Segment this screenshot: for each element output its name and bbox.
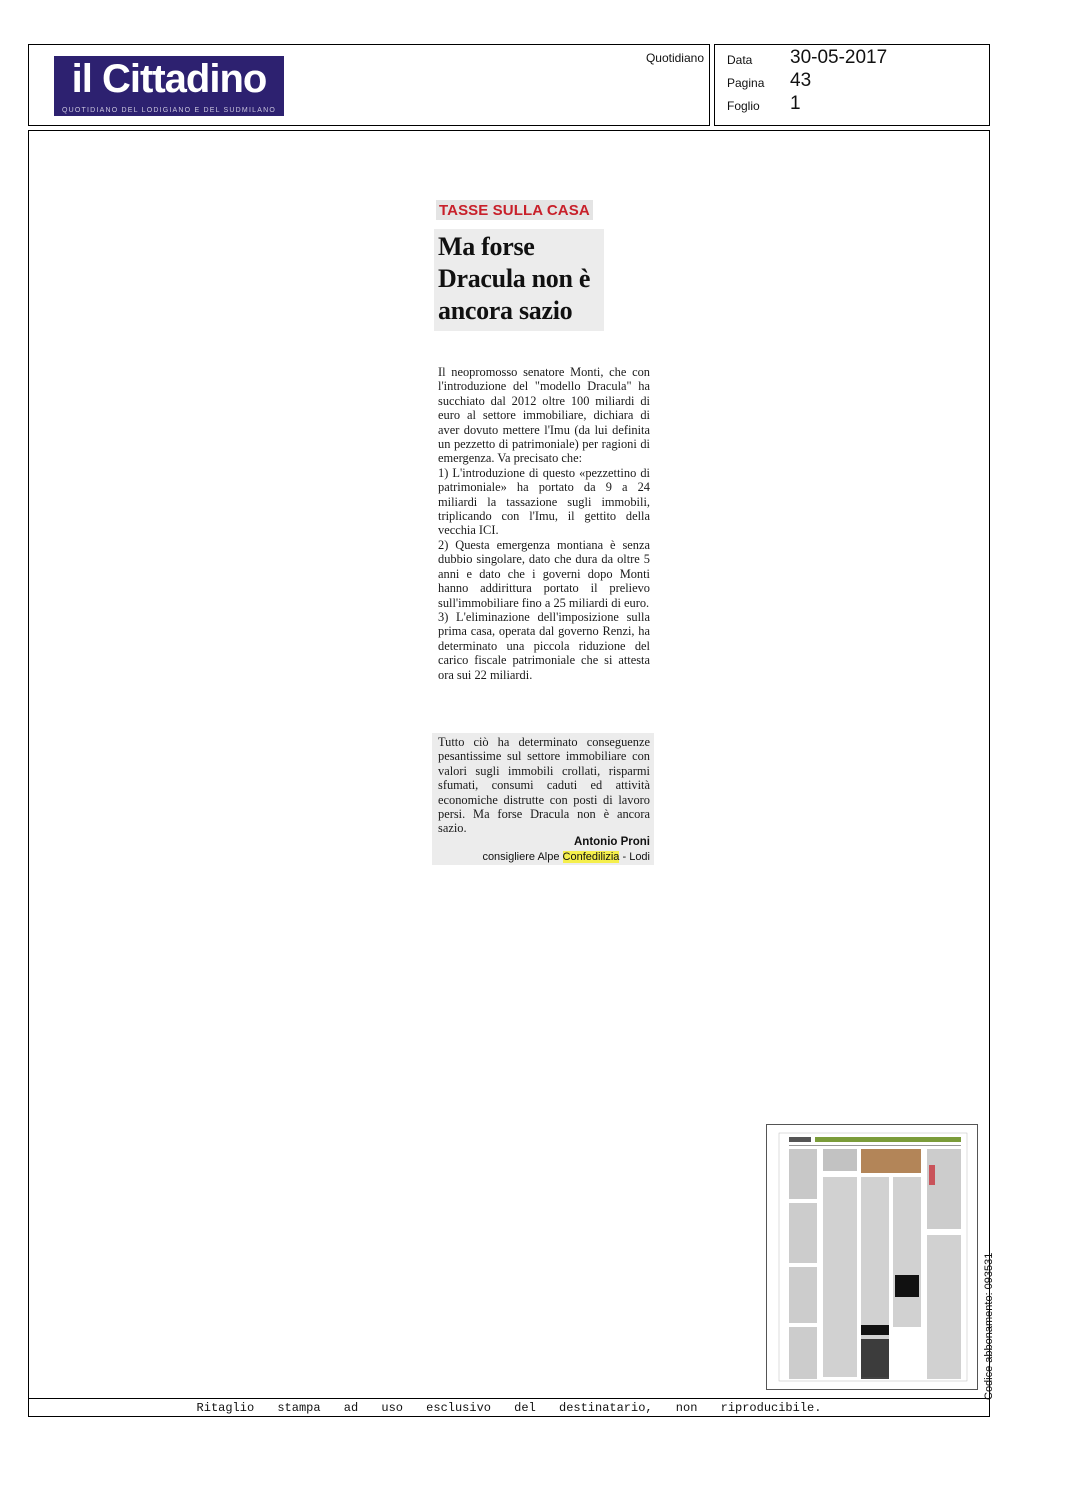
- page-thumbnail: [766, 1124, 978, 1390]
- page-thumbnail-image: [767, 1125, 977, 1389]
- sheet-label: Foglio: [727, 99, 760, 113]
- date-value: 30-05-2017: [790, 47, 888, 68]
- publication-type: Quotidiano: [645, 51, 704, 65]
- newspaper-logo: [54, 56, 284, 116]
- article-author: Antonio Proni: [573, 836, 650, 848]
- logo-name: il Cittadino: [71, 57, 267, 101]
- article-body: [438, 365, 650, 682]
- article-paragraph: Il neopromosso senatore Monti, che con l'introduzione del "modello Dracula" ha succhiato dal 2012 oltre 100 miliardi di euro al settore immobiliare, dichiara di aver dovuto mettere l'Imu (da lui definita un pezzetto di patrimoniale) per ragioni di emergenza. Va precisato che:: [438, 365, 650, 466]
- role-suffix: - Lodi: [619, 851, 650, 863]
- role-prefix: consigliere Alpe: [482, 851, 563, 863]
- article-paragraph: 1) L'introduzione di questo «pezzettino di patrimoniale» ha portato da 9 a 24 miliardi la tassazione sugli immobili, triplicando con l'Imu, il gettito della vecchia ICI.: [438, 465, 650, 538]
- article-kicker: TASSE SULLA CASA: [436, 200, 593, 220]
- article-paragraph: 2) Questa emergenza montiana è senza dubbio singolare, dato che dura da oltre 5 anni e dato che i governi dopo Monti hanno addirittura portato il prelievo sull'immobiliare fino a 25 miliardi di euro.: [438, 537, 650, 610]
- footer-notice: Ritaglio stampa ad uso esclusivo del destinatario, non riproducibile.: [196, 1401, 822, 1415]
- article-paragraph: 3) L'eliminazione dell'imposizione sulla prima casa, operata dal governo Renzi, ha determinato una piccola riduzione del carico fiscale patrimoniale che si attesta ora sui 22 miliardi.: [438, 609, 650, 682]
- sheet-value: 1: [790, 93, 801, 114]
- page-label: Pagina: [727, 76, 765, 90]
- page-value: 43: [790, 70, 812, 91]
- date-label: Data: [727, 53, 753, 67]
- role-highlight: Confedilizia: [562, 851, 620, 863]
- article-closing: Tutto ciò ha determinato conseguenze pesantissime sul settore immobiliare con valori sugli immobili crollati, risparmi sfumati, consumi caduti ed attività economiche distrutte con posti di lavoro persi. Ma forse Dracula non è ancora sazio.: [438, 735, 650, 836]
- subscription-code: Codice abbonamento: 093531: [983, 1252, 995, 1400]
- article-headline: Ma forse Dracula non è ancora sazio: [434, 229, 604, 331]
- author-role: [438, 851, 650, 863]
- footer-divider: [28, 1398, 990, 1399]
- logo-tagline: QUOTIDIANO DEL LODIGIANO E DEL SUDMILANO: [62, 107, 276, 114]
